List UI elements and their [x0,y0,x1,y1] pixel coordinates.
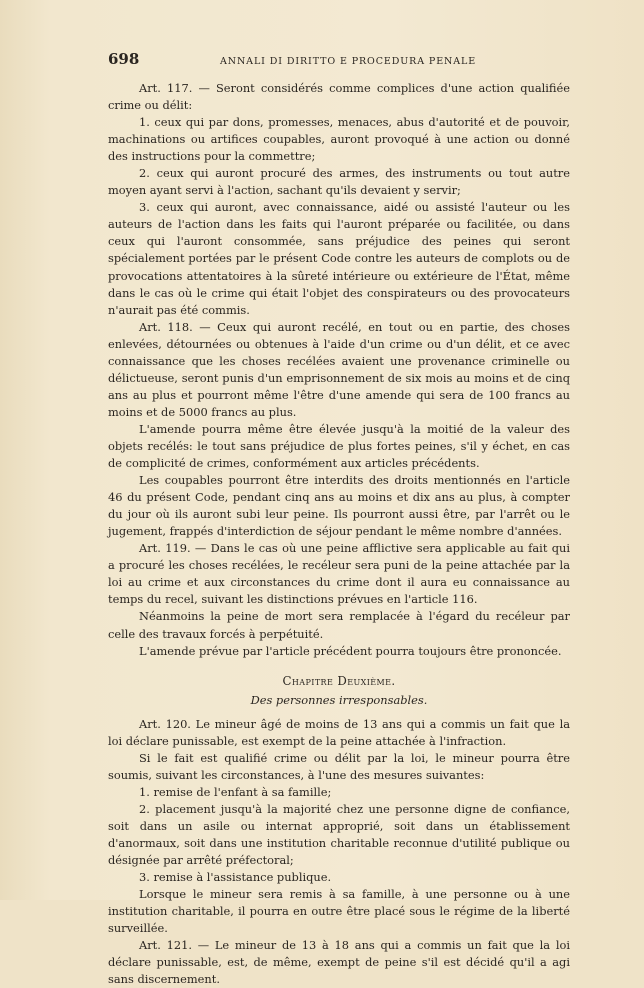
paragraph: Néanmoins la peine de mort sera remplacée à l'égard du recéleur par celle des travaux forcés à perpétuité. [108,609,570,641]
paragraph: Art. 121. — Le mineur de 13 à 18 ans qui a commis un fait que la loi déclare punissable, est, de même, exempt de peine s'il est décidé qu'il a agi sans discernement. [108,938,570,987]
page-number: 698 [108,50,140,68]
page-header [108,50,574,68]
body-text [108,80,570,988]
paragraph: Si le fait est qualifié crime ou délit par la loi, le mineur pourra être soumis, suivant les circonstances, à l'une des mesures suivantes: [108,750,570,782]
chapter-title: Chapitre Deuxième. [282,673,396,688]
paragraph: 1. remise de l'enfant à sa famille; [139,784,332,799]
paragraph: Art. 118. — Ceux qui auront recélé, en tout ou en partie, des choses enlevées, détournées ou obtenues à l'aide d'un crime ou d'un délit, et ce avec connaissance que les choses recélées avaient une provenance criminelle ou délictueuse, seront punis d'un emprisonnement de six mois au moins et de cinq ans au plus et pourront même l'être d'une amende qui sera de 100 francs au moins et de 5000 francs au plus. [108,319,570,419]
paragraphs-after [108,716,570,988]
paragraph: Art. 120. Le mineur âgé de moins de 13 ans qui a commis un fait que la loi déclare punissable, est exempt de la peine attachée à l'infraction. [108,716,570,748]
paragraph: 1. ceux qui par dons, promesses, menaces, abus d'autorité et de pouvoir, machinations ou artifices coupables, auront provoqué à une action ou donné des instructions pour la commettre; [108,115,570,164]
paragraph: L'amende prévue par l'article précédent pourra toujours être prononcée. [139,643,562,658]
paragraph: 3. ceux qui auront, avec connaissance, aidé ou assisté l'auteur ou les auteurs de l'action dans les faits qui l'auront préparée ou facilitée, ou dans ceux qui l'auront consommée, sans préjudice des peines qui seront spécialement portées par le présent Code contre les auteurs de complots ou de provocations attentatoires à la sûreté intérieure ou extérieure de l'État, même dans le cas où le crime qui était l'objet des conspirateurs ou des provocateurs n'aurait pas été commis. [108,200,570,317]
paragraph: 2. ceux qui auront procuré des armes, des instruments ou tout autre moyen ayant servi à l'action, sachant qu'ils devaient y servir; [108,166,570,198]
paragraphs-before [108,80,570,660]
paragraph: Art. 119. — Dans le cas où une peine afflictive sera applicable au fait qui a procuré les choses recélées, le recéleur sera puni de la peine attachée par la loi au crime et aux circonstances du crime dont il aura eu connaissance au temps du recel, suivant les distinctions prévues en l'article 116. [108,541,570,607]
paragraph: Art. 117. — Seront considérés comme complices d'une action qualifiée crime ou délit: [108,81,570,113]
paragraph: L'amende pourra même être élevée jusqu'à la moitié de la valeur des objets recélés: le tout sans préjudice de plus fortes peines, s'il y échet, en cas de complicité de crimes, conformément aux articles précédents. [108,421,570,471]
paragraph: 2. placement jusqu'à la majorité chez une personne digne de confiance, soit dans un asile ou internat approprié, soit dans un établissement d'anormaux, soit dans une institution charitable reconnue d'utilité publique ou désignée par arrêté préfectoral; [108,801,570,868]
paragraph: Les coupables pourront être interdits des droits mentionnés en l'article 46 du présent Code, pendant cinq ans au moins et dix ans au plus, à compter du jour où ils auront subi leur peine. Ils pourront aussi être, par l'arrêt ou le jugement, frappés d'interdiction de séjour pendant le même nombre d'années. [108,473,570,539]
chapter-subtitle: Des personnes irresponsables. [250,692,428,707]
paragraph: Lorsque le mineur sera remis à sa famille, à une personne ou à une institution charitable, il pourra en outre être placé sous le régime de la liberté surveillée. [108,887,570,936]
paragraph: 3. remise à l'assistance publique. [139,870,332,885]
running-title: ANNALI DI DIRITTO E PROCEDURA PENALE [220,56,477,67]
